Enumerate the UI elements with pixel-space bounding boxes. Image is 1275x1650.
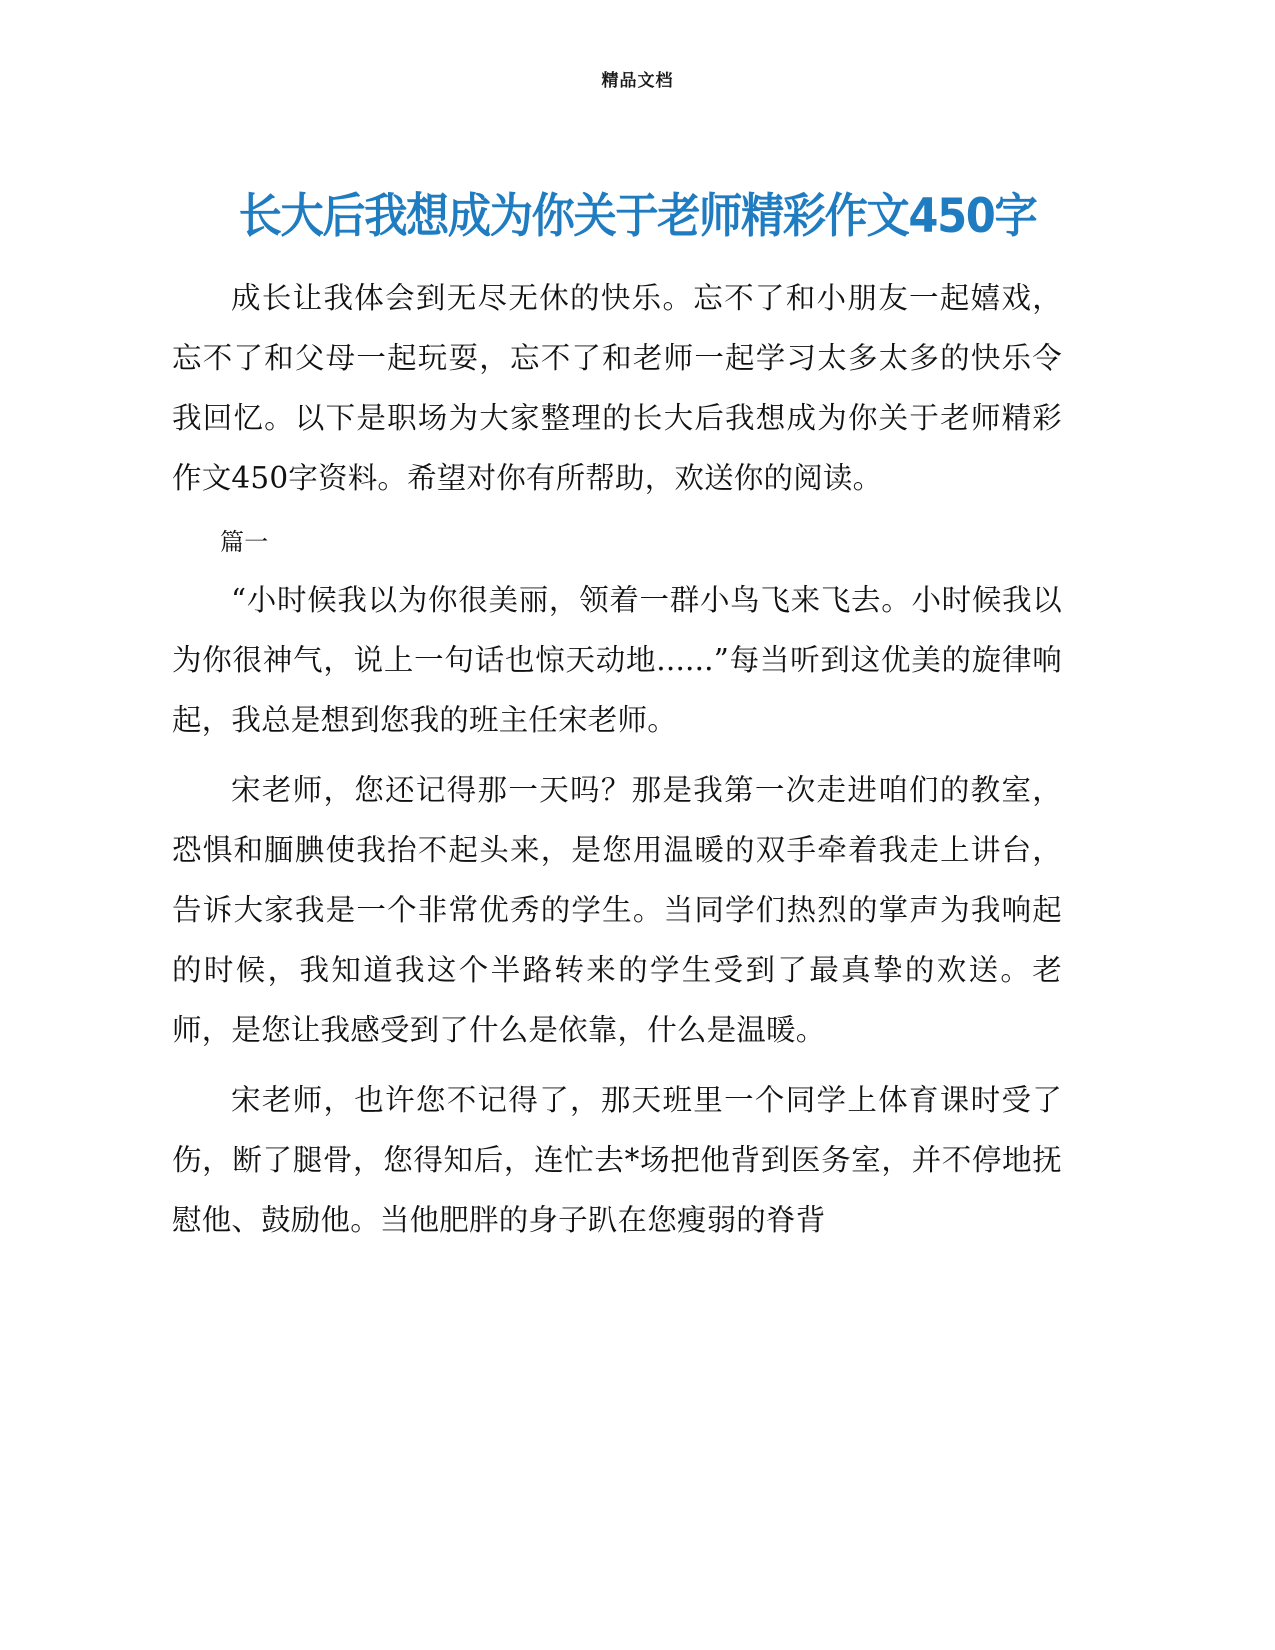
document-body: [172, 268, 1062, 1250]
paragraph-intro: 成长让我体会到无尽无休的快乐。忘不了和小朋友一起嬉戏，忘不了和父母一起玩耍，忘不了和老师一起学习太多太多的快乐令我回忆。以下是职场为大家整理的长大后我想成为你关于老师精彩作文450字资料。希望对你有所帮助，欢送你的阅读。: [172, 281, 1062, 495]
paragraph-body-1: “小时候我以为你很美丽，领着一群小鸟飞来飞去。小时候我以为你很神气，说上一句话也惊天动地......”每当听到这优美的旋律响起，我总是想到您我的班主任宋老师。: [172, 583, 1062, 737]
paragraph-spacer: [172, 1060, 1062, 1070]
section-label-pian-yi: 篇一: [220, 528, 269, 556]
page-title: 长大后我想成为你关于老师精彩作文450字: [238, 189, 1037, 245]
paragraph-spacer: [172, 750, 1062, 760]
paragraph-body-3: 宋老师，也许您不记得了，那天班里一个同学上体育课时受了伤，断了腿骨，您得知后，连忙去*场把他背到医务室，并不停地抚慰他、鼓励他。当他肥胖的身子趴在您瘦弱的脊背: [172, 1083, 1062, 1237]
document-watermark-header: 精品文档: [601, 71, 674, 91]
paragraph-body-2: 宋老师，您还记得那一天吗？那是我第一次走进咱们的教室，恐惧和腼腆使我抬不起头来，是您用温暖的双手牵着我走上讲台，告诉大家我是一个非常优秀的学生。当同学们热烈的掌声为我响起的时候，我知道我这个半路转来的学生受到了最真挚的欢送。老师，是您让我感受到了什么是依靠，什么是温暖。: [172, 773, 1062, 1047]
